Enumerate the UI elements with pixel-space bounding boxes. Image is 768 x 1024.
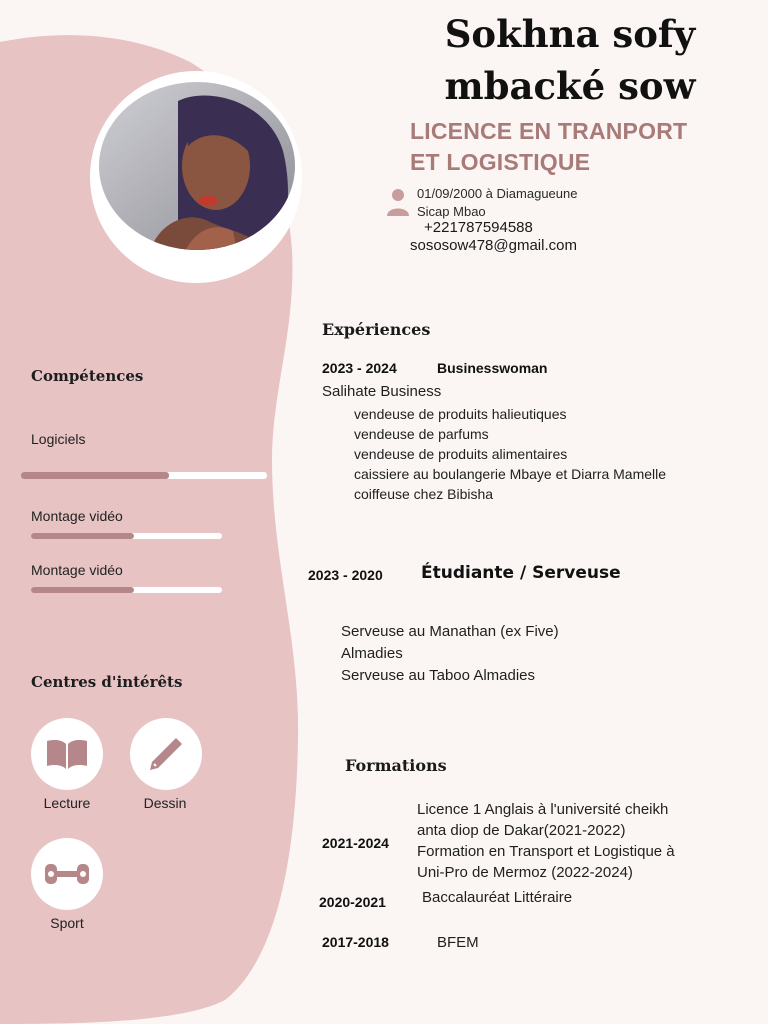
list-item: Serveuse au Manathan (ex Five): [341, 623, 559, 640]
list-item: vendeuse de parfums: [354, 426, 489, 442]
skill-bar-fill: [31, 587, 134, 593]
skill-bar-fill: [21, 472, 169, 479]
job1-company: Salihate Business: [322, 383, 442, 400]
interests-heading: Centres d'intérêts: [31, 673, 183, 691]
name-line-1: Sokhna sofy: [444, 12, 696, 56]
job1-task-list: [354, 404, 666, 504]
list-item: caissiere au boulangerie Mbaye et Diarra Mamelle: [354, 466, 667, 482]
list-item: Serveuse au Taboo Almadies: [341, 667, 536, 684]
list-item: coiffeuse chez Bibisha: [354, 486, 494, 502]
list-item: Uni-Pro de Mermoz (2022-2024): [417, 864, 633, 881]
skill-bar-fill: [31, 533, 134, 539]
experience-heading: Expériences: [322, 320, 431, 339]
formation2-years: 2020-2021: [319, 894, 386, 910]
list-item: vendeuse de produits halieutiques: [354, 406, 567, 422]
list-item: Formation en Transport et Logistique à: [417, 843, 675, 860]
skill-label-video-1: Montage vidéo: [31, 508, 123, 524]
name-line-2: mbacké sow: [444, 64, 696, 108]
job-title: [410, 116, 687, 178]
phone-number: +221787594588: [424, 219, 533, 236]
email-address: sososow478@gmail.com: [410, 237, 577, 254]
pencil-icon: [146, 734, 186, 774]
job1-title: Businesswoman: [437, 360, 548, 376]
skill-label-video-2: Montage vidéo: [31, 562, 123, 578]
title-line-2: ET LOGISTIQUE: [410, 149, 591, 175]
skills-heading: Compétences: [31, 367, 144, 385]
formation3-detail: BFEM: [437, 934, 479, 951]
interest-sport-label: Sport: [50, 915, 84, 931]
skill-bar-software: [21, 472, 267, 479]
book-icon: [45, 737, 89, 771]
dumbbell-icon: [43, 859, 91, 889]
formation3-years: 2017-2018: [322, 934, 389, 950]
skill-bar-video-2: [31, 587, 222, 593]
interest-drawing: [130, 718, 202, 790]
job2-details: [341, 621, 559, 687]
list-item: Licence 1 Anglais à l'université cheikh: [417, 801, 669, 818]
job2-years: 2023 - 2020: [308, 567, 383, 583]
interest-reading: [31, 718, 103, 790]
skill-bar-video-1: [31, 533, 222, 539]
candidate-name: [410, 8, 730, 112]
list-item: vendeuse de produits alimentaires: [354, 446, 568, 462]
skill-label-software: Logiciels: [31, 431, 86, 447]
interest-reading-label: Lecture: [43, 795, 91, 811]
birth-info: 01/09/2000 à Diamagueune: [417, 186, 578, 201]
job2-title: Étudiante / Serveuse: [421, 563, 621, 583]
job1-years: 2023 - 2024: [322, 360, 397, 376]
address: Sicap Mbao: [417, 204, 486, 219]
formation1-details: [417, 799, 675, 883]
formations-heading: Formations: [345, 756, 447, 775]
person-icon: [387, 188, 409, 221]
formation1-years: 2021-2024: [322, 835, 389, 851]
profile-photo: [98, 81, 296, 251]
list-item: anta diop de Dakar(2021-2022): [417, 822, 626, 839]
interest-drawing-label: Dessin: [143, 795, 187, 811]
interest-sport: [31, 838, 103, 910]
formation2-detail: Baccalauréat Littéraire: [422, 889, 573, 906]
title-line-1: LICENCE EN TRANPORT: [410, 118, 688, 144]
list-item: Almadies: [341, 645, 403, 662]
